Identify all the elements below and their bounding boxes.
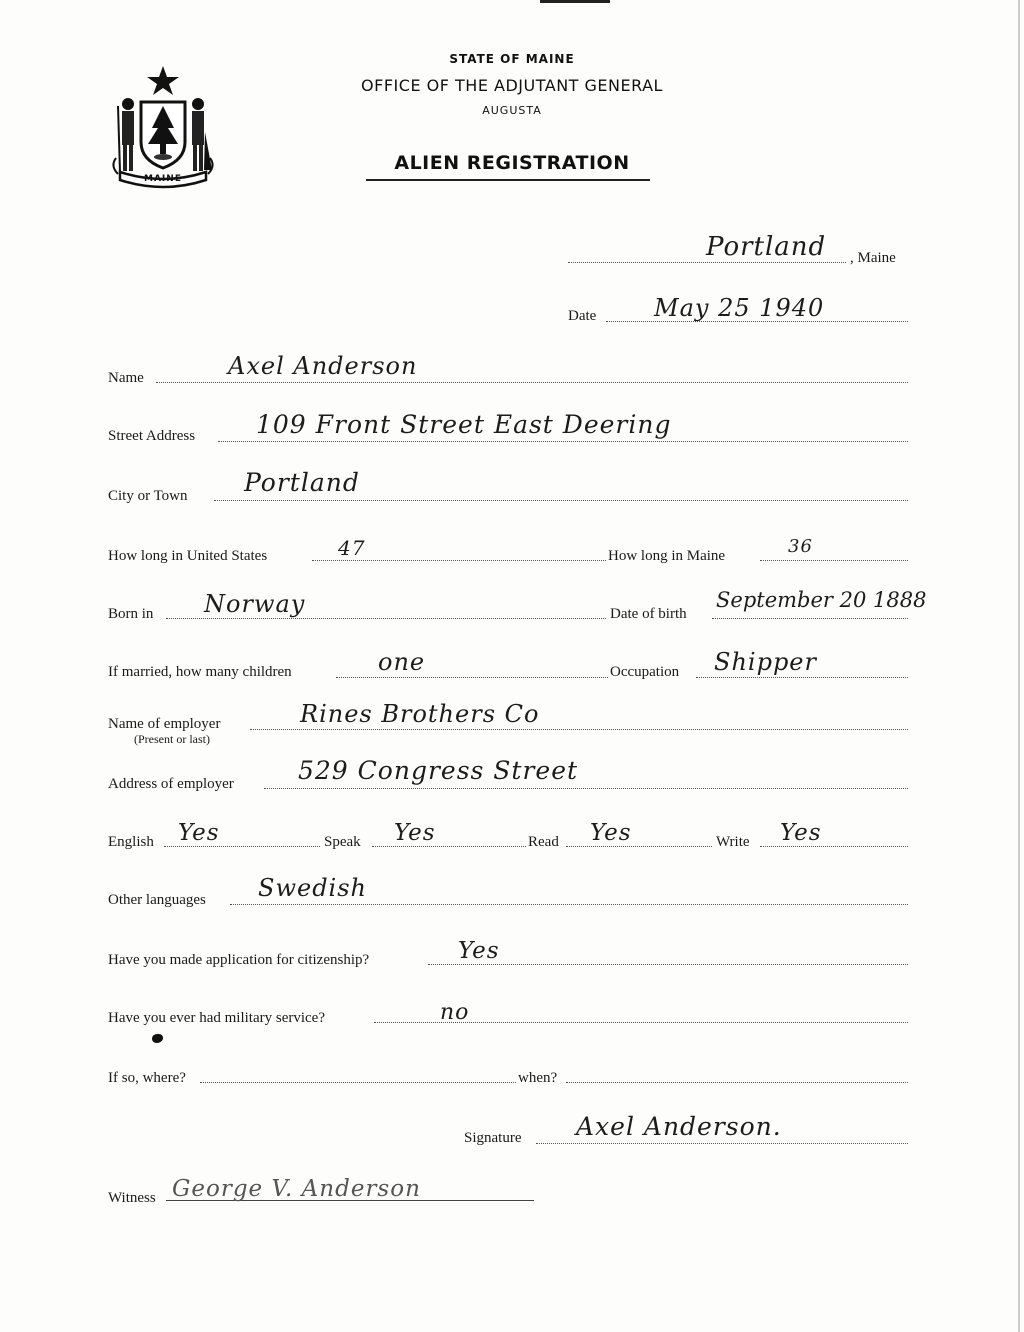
scan-edge-mark (540, 0, 610, 3)
military-value: no (440, 1000, 470, 1025)
write-label: Write (716, 834, 750, 850)
maine-years-line (760, 560, 908, 561)
employer-value: Rines Brothers Co (300, 700, 540, 728)
dob-line (712, 618, 908, 619)
us-years-label: How long in United States (108, 548, 268, 564)
read-label: Read (528, 834, 559, 850)
city-line (214, 500, 908, 501)
office-heading: OFFICE OF THE ADJUTANT GENERAL (361, 76, 663, 95)
write-line (760, 846, 908, 847)
place-label: , Maine (850, 250, 896, 266)
seal-caption: MAINE (144, 174, 182, 184)
city-label: City or Town (108, 488, 188, 504)
speak-label: Speak (324, 834, 361, 850)
maine-years-label: How long in Maine (608, 548, 726, 564)
place-line (568, 262, 846, 263)
english-value: Yes (178, 820, 220, 846)
citizenship-line (428, 964, 908, 965)
other-languages-line (230, 904, 908, 905)
signature-value: Axel Anderson. (576, 1112, 782, 1141)
write-value: Yes (780, 820, 822, 846)
scan-edge-mark (1018, 0, 1020, 1332)
speak-line (372, 846, 526, 847)
born-in-value: Norway (204, 590, 306, 618)
when-label: when? (518, 1070, 558, 1086)
employer-address-value: 529 Congress Street (298, 756, 579, 785)
signature-label: Signature (464, 1130, 522, 1146)
employer-address-line (264, 788, 908, 789)
name-label: Name (108, 370, 144, 386)
employer-line (250, 729, 908, 730)
name-value: Axel Anderson (228, 352, 418, 380)
english-label: English (108, 834, 154, 850)
witness-value: George V. Anderson (172, 1176, 421, 1202)
street-value: 109 Front Street East Deering (256, 410, 672, 439)
city-value: Portland (244, 468, 360, 497)
born-in-line (166, 618, 606, 619)
occupation-label: Occupation (610, 664, 680, 680)
dob-value: September 20 1888 (716, 588, 927, 612)
read-line (566, 846, 712, 847)
place-value: Portland (706, 232, 827, 262)
employer-sublabel: (Present or last) (134, 732, 210, 746)
occupation-value: Shipper (714, 648, 817, 676)
us-years-value: 47 (338, 536, 366, 560)
read-value: Yes (590, 820, 632, 846)
employer-label: Name of employer (108, 716, 221, 732)
signature-line (536, 1143, 908, 1144)
street-label: Street Address (108, 428, 196, 444)
maine-years-value: 36 (788, 536, 813, 557)
street-line (218, 441, 908, 442)
occupation-line (696, 677, 908, 678)
dob-label: Date of birth (610, 606, 687, 622)
speak-value: Yes (394, 820, 436, 846)
us-years-line (312, 560, 606, 561)
children-value: one (378, 648, 426, 676)
citizenship-label: Have you made application for citizenship? (108, 952, 370, 968)
city-heading: AUGUSTA (482, 104, 542, 117)
name-line (156, 382, 908, 383)
state-heading: STATE OF MAINE (449, 52, 575, 66)
date-label: Date (568, 308, 597, 324)
military-label: Have you ever had military service? (108, 1010, 325, 1026)
witness-label: Witness (108, 1190, 156, 1206)
employer-address-label: Address of employer (108, 776, 234, 792)
where-label: If so, where? (108, 1070, 186, 1086)
children-label: If married, how many children (108, 664, 292, 680)
children-line (336, 677, 608, 678)
english-line (164, 846, 320, 847)
other-languages-label: Other languages (108, 892, 206, 908)
other-languages-value: Swedish (258, 874, 367, 902)
date-value: May 25 1940 (654, 294, 825, 322)
ink-blot (152, 1034, 163, 1043)
form-title: ALIEN REGISTRATION (394, 152, 630, 174)
citizenship-value: Yes (458, 938, 500, 964)
when-line (566, 1082, 908, 1083)
where-line (200, 1082, 516, 1083)
title-underline (366, 179, 650, 181)
born-in-label: Born in (108, 606, 154, 622)
